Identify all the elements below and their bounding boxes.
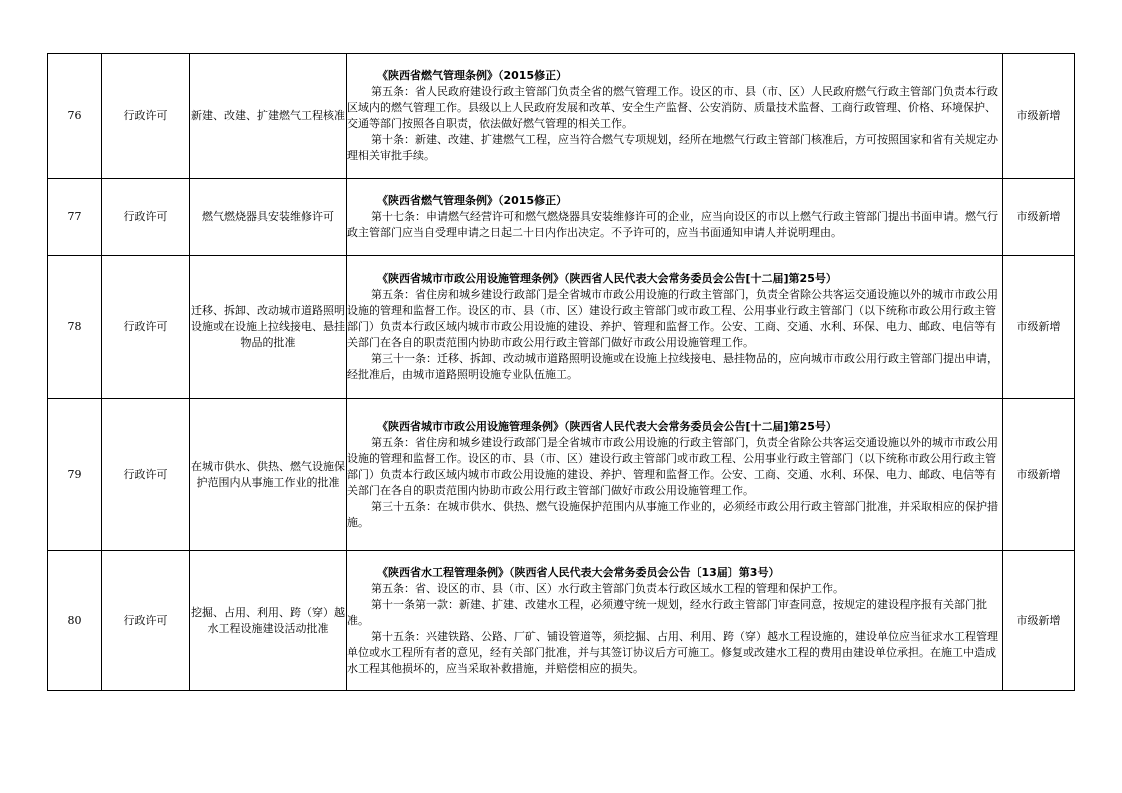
row-note: 市级新增 xyxy=(1003,54,1075,179)
row-type: 行政许可 xyxy=(102,551,190,691)
row-item: 在城市供水、供热、燃气设施保护范围内从事施工作业的批准 xyxy=(190,399,347,551)
article-paragraph: 第十一条第一款：新建、扩建、改建水工程，必须遵守统一规划，经水行政主管部门审查同意，按规定的建设程序报有关部门批准。 xyxy=(347,597,987,627)
article-paragraph: 第十七条：申请燃气经营许可和燃气燃烧器具安装维修许可的企业，应当向设区的市以上燃气行政主管部门提出书面申请。燃气行政主管部门应当自受理申请之日起二十日内作出决定。不予许可的，应当书面通知申请人并说明理由。 xyxy=(347,210,998,239)
regulation-title: 《陕西省城市市政公用设施管理条例》（陕西省人民代表大会常务委员会公告[十二届]第25号） xyxy=(377,272,837,285)
row-number: 80 xyxy=(48,551,102,691)
regulation-title: 《陕西省城市市政公用设施管理条例》（陕西省人民代表大会常务委员会公告[十二届]第25号） xyxy=(377,419,837,433)
article-paragraph: 第十条：新建、改建、扩建燃气工程，应当符合燃气专项规划，经所在地燃气行政主管部门核准后，方可按照国家和省有关规定办理相关审批手续。 xyxy=(347,133,998,162)
row-item: 挖掘、占用、利用、跨（穿）越水工程设施建设活动批准 xyxy=(190,551,347,691)
article-paragraph: 第五条：省住房和城乡建设行政部门是全省城市市政公用设施的行政主管部门，负责全省除公共客运交通设施以外的城市市政公用设施的管理和监督工作。设区的市、县（市、区）建设行政主管部门或市政工程、公用事业行政主管部门（以下统称市政公用行政主管部门）负责本行政区域内城市市政公用设施的建设、养护、管理和监督工作。公安、工商、交通、水利、环保、电力、邮政、电信等有关部门在各自的职责范围内协助市政公用行政主管部门做好市政公用设施管理工作。 xyxy=(347,288,998,349)
row-number: 78 xyxy=(48,256,102,399)
row-note: 市级新增 xyxy=(1003,179,1075,256)
row-basis xyxy=(347,54,1003,179)
row-note: 市级新增 xyxy=(1003,399,1075,551)
row-number: 77 xyxy=(48,179,102,256)
row-type: 行政许可 xyxy=(102,399,190,551)
row-type: 行政许可 xyxy=(102,256,190,399)
table-row xyxy=(48,256,1075,399)
article-paragraph: 第五条：省、设区的市、县（市、区）水行政主管部门负责本行政区域水工程的管理和保护工作。 xyxy=(371,581,844,595)
row-basis xyxy=(347,399,1003,551)
article-paragraph: 第十五条：兴建铁路、公路、厂矿、铺设管道等，须挖掘、占用、利用、跨（穿）越水工程设施的，建设单位应当征求水工程管理单位或水工程所有者的意见，经有关部门批准，并与其签订协议后方可施工。修复或改建水工程的费用由建设单位承担。在施工中造成水工程其他损坏的，应当采取补救措施，并赔偿相应的损失。 xyxy=(347,629,998,675)
article-paragraph: 第三十五条：在城市供水、供热、燃气设施保护范围内从事施工作业的，必须经市政公用行政主管部门批准，并采取相应的保护措施。 xyxy=(347,499,998,529)
row-item: 新建、改建、扩建燃气工程核准 xyxy=(190,54,347,179)
row-basis xyxy=(347,179,1003,256)
row-note: 市级新增 xyxy=(1003,551,1075,691)
row-number: 76 xyxy=(48,54,102,179)
article-paragraph: 第五条：省住房和城乡建设行政部门是全省城市市政公用设施的行政主管部门，负责全省除公共客运交通设施以外的城市市政公用设施的管理和监督工作。设区的市、县（市、区）建设行政主管部门或市政工程、公用事业行政主管部门（以下统称市政公用行政主管部门）负责本行政区域内城市市政公用设施的建设、养护、管理和监督工作。公安、工商、交通、水利、环保、电力、邮政、电信等有关部门在各自的职责范围内协助市政公用行政主管部门做好市政公用设施管理工作。 xyxy=(347,435,998,497)
table-row xyxy=(48,551,1075,691)
table-body xyxy=(48,54,1075,691)
row-basis xyxy=(347,551,1003,691)
row-note: 市级新增 xyxy=(1003,256,1075,399)
table-row xyxy=(48,179,1075,256)
row-item: 燃气燃烧器具安装维修许可 xyxy=(190,179,347,256)
table-row xyxy=(48,399,1075,551)
regulation-title: 《陕西省燃气管理条例》（2015修正） xyxy=(377,194,568,207)
row-type: 行政许可 xyxy=(102,179,190,256)
table-row xyxy=(48,54,1075,179)
article-paragraph: 第三十一条：迁移、拆卸、改动城市道路照明设施或在设施上拉线接电、悬挂物品的，应向城市市政公用行政主管部门提出申请，经批准后，由城市道路照明设施专业队伍施工。 xyxy=(347,352,998,381)
row-type: 行政许可 xyxy=(102,54,190,179)
article-paragraph: 第五条：省人民政府建设行政主管部门负责全省的燃气管理工作。设区的市、县（市、区）人民政府燃气行政主管部门负责本行政区域内的燃气管理工作。县级以上人民政府发展和改革、安全生产监督、公安消防、质量技术监督、工商行政管理、价格、环境保护、交通等部门按照各自职责，依法做好燃气管理的相关工作。 xyxy=(347,85,998,130)
regulation-title: 《陕西省水工程管理条例》（陕西省人民代表大会常务委员会公告〔13届〕第3号） xyxy=(377,565,780,579)
row-basis xyxy=(347,256,1003,399)
row-item: 迁移、拆卸、改动城市道路照明设施或在设施上拉线接电、悬挂物品的批准 xyxy=(190,256,347,399)
row-number: 79 xyxy=(48,399,102,551)
regulation-title: 《陕西省燃气管理条例》（2015修正） xyxy=(377,69,568,82)
permit-table xyxy=(47,53,1075,691)
